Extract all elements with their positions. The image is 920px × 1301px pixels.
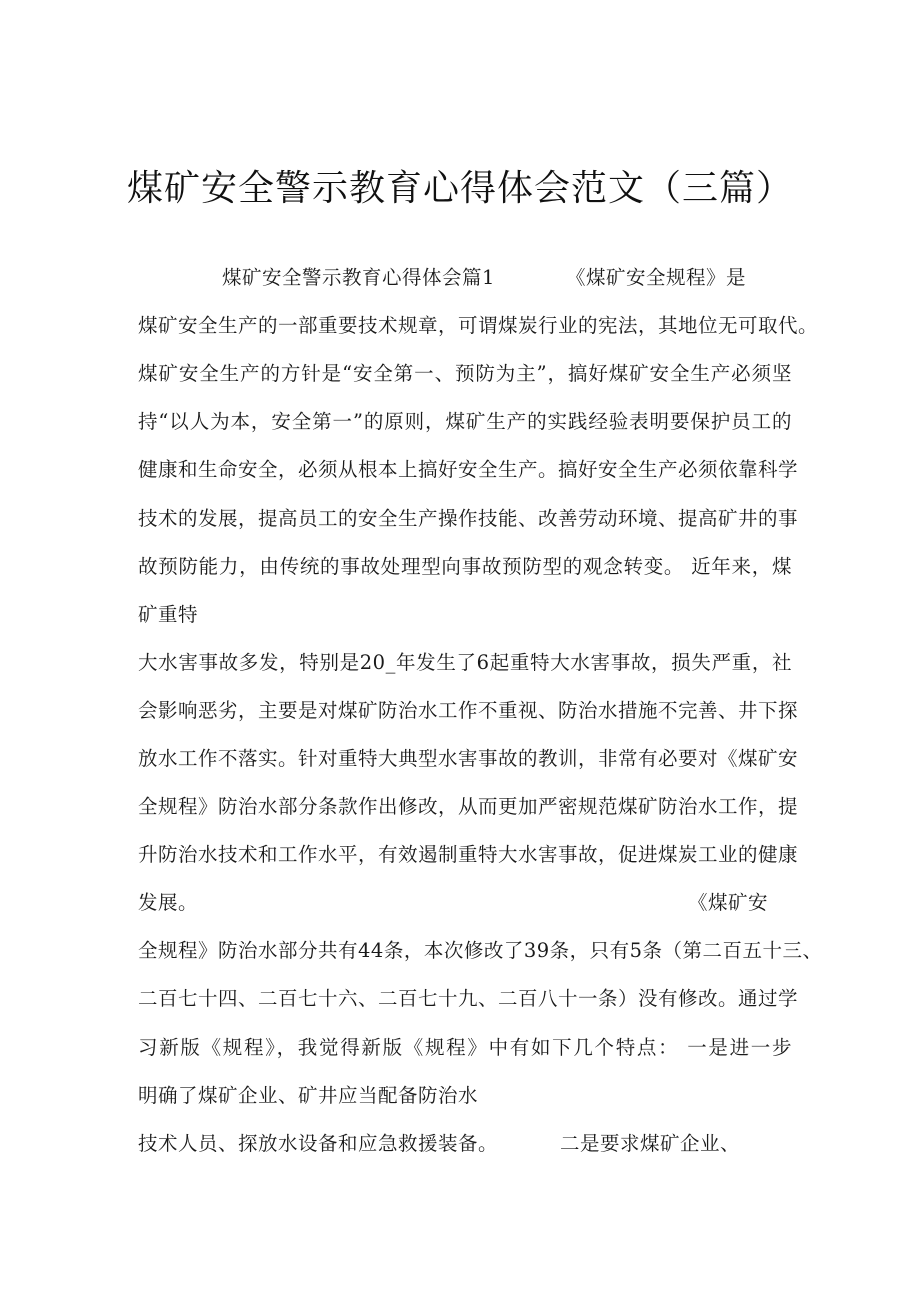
document-title: 煤矿安全警示教育心得体会范文（三篇） (126, 168, 793, 209)
body-line: 习新版《规程》，我觉得新版《规程》中有如下几个特点： 一是进一步 (138, 1036, 792, 1059)
body-line: 大水害事故多发，特别是20_年发生了6起重特大水害事故，损失严重，社 (138, 651, 792, 674)
body-line: 健康和生命安全，必须从根本上搞好安全生产。搞好安全生产必须依靠科学 (138, 458, 799, 481)
body-line: 矿重特 (138, 603, 199, 626)
body-line: 全规程》防治水部分共有44条，本次修改了39条，只有5条（第二百五十三、 (138, 939, 823, 962)
body-line: 持“以人为本，安全第一”的原则，煤矿生产的实践经验表明要保护员工的 (138, 410, 792, 433)
body-line-fragment: 《煤矿安 (688, 891, 769, 914)
body-line: 煤矿安全生产的方针是“安全第一、预防为主”，搞好煤矿安全生产必须坚 (138, 362, 792, 385)
body-line: 明确了煤矿企业、矿井应当配备防治水 (138, 1084, 479, 1107)
body-line: 升防治水技术和工作水平，有效遏制重特大水害事故，促进煤炭工业的健康 (138, 843, 799, 866)
body-line: 会影响恶劣，主要是对煤矿防治水工作不重视、防治水措施不完善、井下探 (138, 699, 799, 722)
body-line: 全规程》防治水部分条款作出修改，从而更加严密规范煤矿防治水工作，提 (138, 795, 799, 818)
body-line: 技术的发展，提高员工的安全生产操作技能、改善劳动环境、提高矿井的事 (138, 507, 799, 530)
paragraph-heading-continuation: 《煤矿安全规程》是 (566, 266, 747, 289)
body-line: 放水工作不落实。针对重特大典型水害事故的教训，非常有必要对《煤矿安 (138, 747, 799, 770)
body-line-fragment: 发展。 (138, 891, 199, 914)
body-line-fragment: 二是要求煤矿企业、 (560, 1132, 741, 1155)
body-line-fragment: 技术人员、探放水设备和应急救援装备。 (138, 1132, 499, 1155)
body-line: 二百七十四、二百七十六、二百七十九、二百八十一条）没有修改。通过学 (138, 987, 799, 1010)
paragraph-heading: 煤矿安全警示教育心得体会篇1 (222, 266, 495, 289)
body-line: 故预防能力，由传统的事故处理型向事故预防型的观念转变。 近年来，煤 (138, 555, 792, 578)
body-line: 煤矿安全生产的一部重要技术规章，可谓煤炭行业的宪法，其地位无可取代。 (138, 314, 819, 337)
